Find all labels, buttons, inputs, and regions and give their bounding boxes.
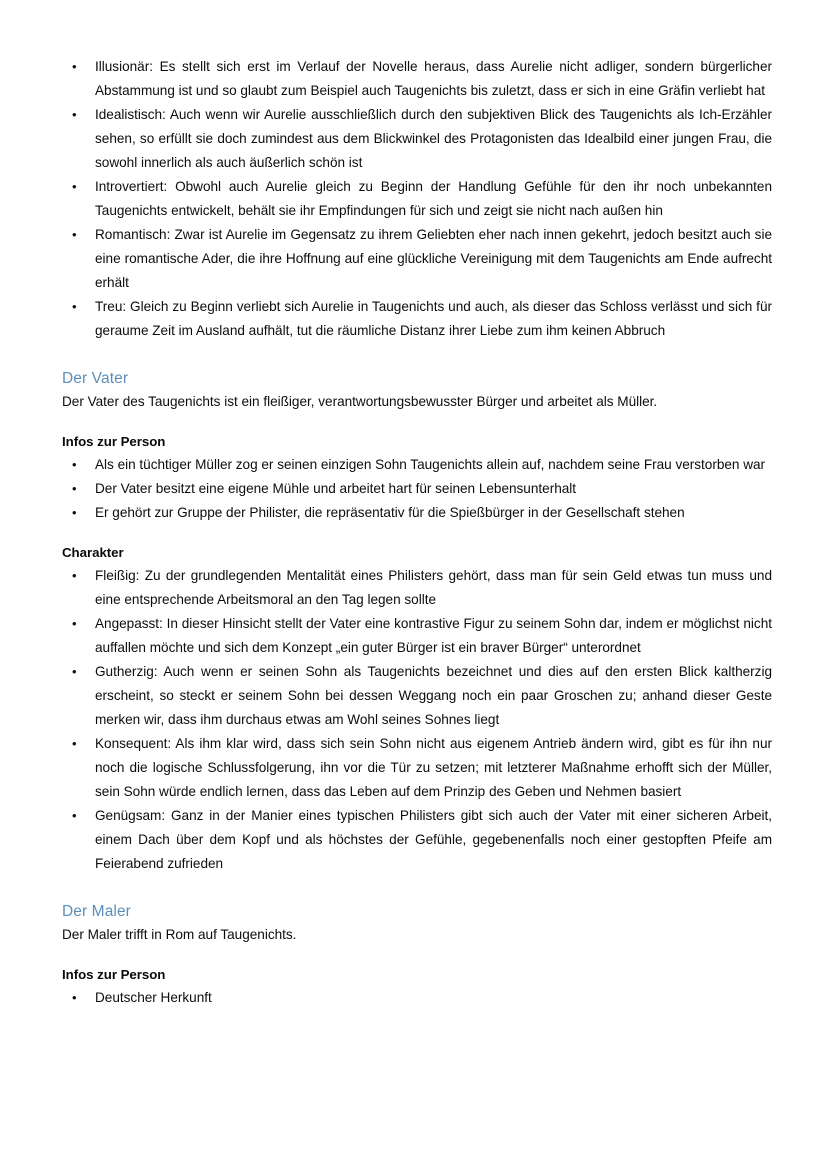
list-item: • Gutherzig: Auch wenn er seinen Sohn als Taugenichts bezeichnet und dies auf den ersten Blick kaltherzig erscheint, so steckt er seinem Sohn bei dessen Weggang noch ein paar Groschen zu; anhand dieser Geste merken wir, dass ihm durchaus etwas am Wohl seines Sohnes liegt — [70, 660, 772, 732]
aurelie-character-list — [62, 55, 772, 343]
sub-heading-charakter-vater: Charakter — [62, 545, 124, 560]
sub-heading-infos-zur-person-maler: Infos zur Person — [62, 967, 166, 982]
list-item: • Romantisch: Zwar ist Aurelie im Gegensatz zu ihrem Geliebten eher nach innen gekehrt, jedoch besitzt auch sie eine romantische Ader, die ihre Hoffnung auf eine glückliche Vereinigung mit dem Taugenichts am Ende aufrecht erhält — [70, 223, 772, 295]
der-vater-charakter-list — [62, 564, 772, 876]
list-item: • Idealistisch: Auch wenn wir Aurelie ausschließlich durch den subjektiven Blick des Taugenichts als Ich-Erzähler sehen, so erfüllt sie doch zumindest aus dem Blickwinkel des Protagonisten das Idealbild einer jungen Frau, die sowohl innerlich als auch äußerlich schön ist — [70, 103, 772, 175]
der-maler-infos-list — [62, 986, 772, 1010]
list-item: • Er gehört zur Gruppe der Philister, die repräsentativ für die Spießbürger in der Gesellschaft stehen — [70, 501, 772, 525]
document-body — [62, 55, 772, 1010]
list-item: • Fleißig: Zu der grundlegenden Mentalität eines Philisters gehört, dass man für sein Geld etwas tun muss und eine entsprechende Arbeitsmoral an den Tag legen sollte — [70, 564, 772, 612]
list-item: • Genügsam: Ganz in der Manier eines typischen Philisters gibt sich auch der Vater mit einer sicheren Arbeit, einem Dach über dem Kopf und als höchstes der Gefühle, gegebenenfalls noch einer gestopften Pfeife am Feierabend zufrieden — [70, 804, 772, 876]
list-item: • Der Vater besitzt eine eigene Mühle und arbeitet hart für seinen Lebensunterhalt — [70, 477, 772, 501]
list-item: • Illusionär: Es stellt sich erst im Verlauf der Novelle heraus, dass Aurelie nicht adliger, sondern bürgerlicher Abstammung ist und so glaubt zum Beispiel auch Taugenichts bis zuletzt, dass er sich in eine Gräfin verliebt hat — [70, 55, 772, 103]
list-item: • Angepasst: In dieser Hinsicht stellt der Vater eine kontrastive Figur zu seinem Sohn dar, indem er möglichst nicht auffallen möchte und sich dem Konzept „ein guter Bürger ist ein braver Bürger“ unterordnet — [70, 612, 772, 660]
der-vater-infos-list — [62, 453, 772, 525]
section-heading-der-maler: Der Maler — [62, 903, 131, 920]
der-vater-intro-paragraph: Der Vater des Taugenichts ist ein fleißiger, verantwortungsbewusster Bürger und arbeitet als Müller. — [62, 394, 658, 409]
list-item: • Deutscher Herkunft — [70, 986, 772, 1010]
list-item: • Treu: Gleich zu Beginn verliebt sich Aurelie in Taugenichts und auch, als dieser das Schloss verlässt und sich für geraume Zeit im Ausland aufhält, tut die räumliche Distanz ihrer Liebe zum ihm keinen Abbruch — [70, 295, 772, 343]
section-heading-der-vater: Der Vater — [62, 370, 129, 387]
der-maler-intro-paragraph: Der Maler trifft in Rom auf Taugenichts. — [62, 927, 297, 942]
sub-heading-infos-zur-person-vater: Infos zur Person — [62, 434, 166, 449]
list-item: • Introvertiert: Obwohl auch Aurelie gleich zu Beginn der Handlung Gefühle für den ihr noch unbekannten Taugenichts entwickelt, behält sie ihr Empfindungen für sich und zeigt sie nicht nach außen hin — [70, 175, 772, 223]
list-item: • Konsequent: Als ihm klar wird, dass sich sein Sohn nicht aus eigenem Antrieb ändern wird, gibt es für ihn nur noch die logische Schlussfolgerung, ihn vor die Tür zu setzen; mit letzterer Maßnahme erhofft sich der Müller, sein Sohn würde endlich lernen, dass das Leben auf dem Prinzip des Geben und Nehmen basiert — [70, 732, 772, 804]
list-item: • Als ein tüchtiger Müller zog er seinen einzigen Sohn Taugenichts allein auf, nachdem seine Frau verstorben war — [70, 453, 772, 477]
